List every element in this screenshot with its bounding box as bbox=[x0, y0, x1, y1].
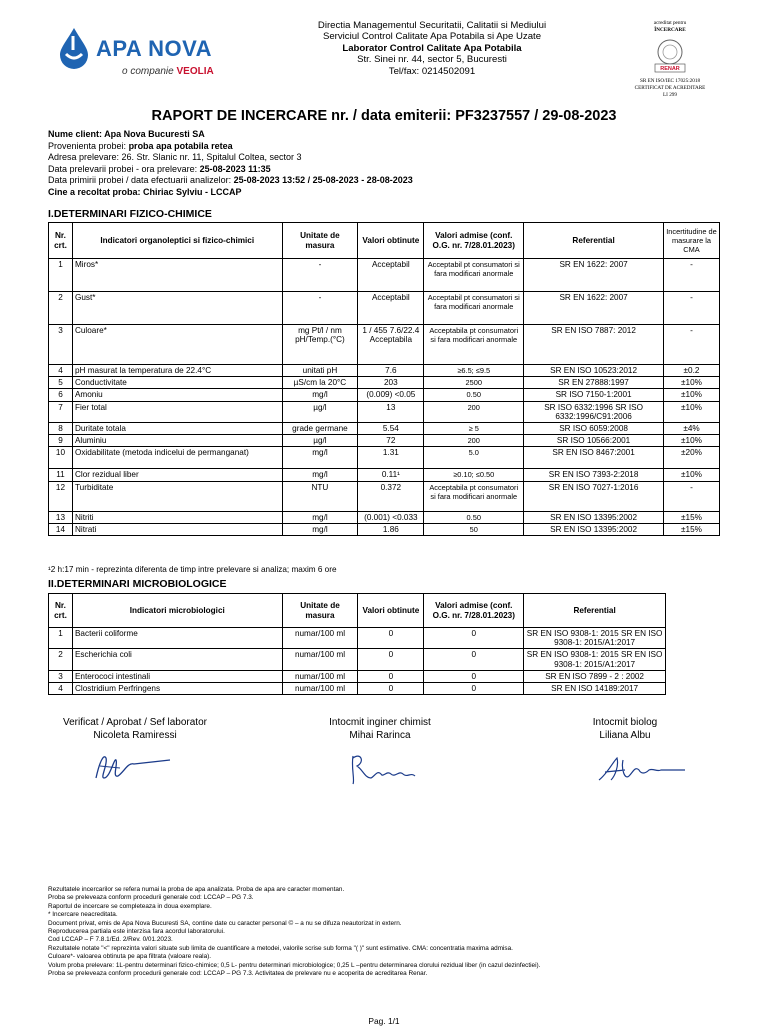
indicator-name: Nitrati bbox=[72, 523, 282, 535]
footer-notes bbox=[48, 886, 720, 978]
admitted-value: 50 bbox=[424, 523, 524, 535]
footer-line: Rezultatele incercarilor se refera numai la proba de apa analizata. Proba de apa are caracter momentan. bbox=[48, 886, 345, 893]
section-physico-chemical-title: I.DETERMINARI FIZICO-CHIMICE bbox=[48, 208, 212, 220]
reference-standard: SR EN ISO 9308-1: 2015 SR EN ISO 9308-1: 2015/A1:2017 bbox=[524, 649, 666, 670]
footer-line: Culoare*- valoarea obtinuta pe apa filtrata (valoare reala). bbox=[48, 953, 212, 961]
table-header-row bbox=[49, 594, 666, 628]
obtained-value: 0 bbox=[358, 683, 424, 695]
column-header: Valori admise (conf. O.G. nr. 7/28.01.2023) bbox=[424, 223, 524, 259]
obtained-value: 5.54 bbox=[358, 423, 424, 435]
row-number: 1 bbox=[49, 628, 73, 649]
obtained-value: 1 / 455 7.6/22.4 Acceptabila bbox=[358, 325, 424, 365]
unit: µg/l bbox=[282, 435, 358, 447]
unit: mg Pt/l / nm pH/Temp.(°C) bbox=[282, 325, 358, 365]
uncertainty: ±10% bbox=[663, 435, 719, 447]
admitted-value: Acceptabila pt consumatori si fara modificari anormale bbox=[424, 481, 524, 511]
indicator-name: Gust* bbox=[72, 292, 282, 325]
row-number: 4 bbox=[49, 365, 73, 377]
signature-name: Nicoleta Ramiressi bbox=[93, 730, 177, 741]
column-header: Valori admise (conf. O.G. nr. 7/28.01.2023) bbox=[424, 594, 524, 628]
unit: unitati pH bbox=[282, 365, 358, 377]
accreditation-line: acreditat pentru bbox=[653, 20, 687, 26]
unit: µS/cm la 20°C bbox=[282, 377, 358, 389]
admitted-value: Acceptabila pt consumatori si fara modificari anormale bbox=[424, 325, 524, 365]
obtained-value: 0 bbox=[358, 649, 424, 670]
obtained-value: 7.6 bbox=[358, 365, 424, 377]
indicator-name: Escherichia coli bbox=[72, 649, 282, 670]
reference-standard: SR EN ISO 13395:2002 bbox=[524, 523, 664, 535]
column-header: Referential bbox=[524, 223, 664, 259]
sampling-address: Adresa prelevare: 26. Str. Slanic nr. 11, Spitalul Coltea, sector 3 bbox=[48, 152, 302, 163]
renar-label: RENAR bbox=[660, 66, 680, 72]
footer-line: Volum proba prelevare: 1L-pentru determinari fizico-chimice; 0,5 L- pentru determinari microbiologice; 0,25 L –pentru determinarea clorului rezidual liber (in cazul dezinfectiei). bbox=[48, 961, 541, 969]
table-row bbox=[49, 683, 666, 695]
signature-albu-image bbox=[595, 752, 690, 788]
indicator-name: Culoare* bbox=[72, 325, 282, 365]
admitted-value: ≥6.5; ≤9.5 bbox=[424, 365, 524, 377]
column-header: Unitate de masura bbox=[282, 223, 358, 259]
row-number: 6 bbox=[49, 389, 73, 401]
indicator-name: Oxidabilitate (metoda indicelui de permanganat) bbox=[72, 447, 282, 469]
reference-standard: SR EN ISO 10523:2012 bbox=[524, 365, 664, 377]
obtained-value: (0.009) <0.05 bbox=[358, 389, 424, 401]
reference-standard: SR EN ISO 8467:2001 bbox=[524, 447, 664, 469]
table-row bbox=[49, 325, 720, 365]
indicator-name: Clostridium Perfringens bbox=[72, 683, 282, 695]
header-line: Laborator Control Calitate Apa Potabila bbox=[342, 42, 522, 54]
accreditation-line: CERTIFICAT DE ACREDITARE bbox=[634, 85, 706, 91]
table-row bbox=[49, 377, 720, 389]
footer-line: Document privat, emis de Apa Nova Bucuresti SA, contine date cu caracter personal © – a nu se difuza neautorizat in extern. bbox=[48, 919, 402, 927]
table-row bbox=[49, 435, 720, 447]
column-header: Incertitudine de masurare la CMA bbox=[663, 223, 719, 259]
row-number: 12 bbox=[49, 481, 73, 511]
obtained-value: Acceptabil bbox=[358, 259, 424, 292]
indicator-name: pH masurat la temperatura de 22.4°C bbox=[72, 365, 282, 377]
reference-standard: SR EN ISO 7027-1:2016 bbox=[524, 481, 664, 511]
admitted-value: 0 bbox=[424, 649, 524, 670]
header-line: Tel/fax: 0214502091 bbox=[388, 65, 476, 77]
receipt-date: Data primirii probei / data efectuarii analizelor: 25-08-2023 13:52 / 25-08-2023 - 28-08-2023 bbox=[48, 175, 413, 186]
obtained-value: 1.31 bbox=[358, 447, 424, 469]
obtained-value: 203 bbox=[358, 377, 424, 389]
indicator-name: Turbiditate bbox=[72, 481, 282, 511]
unit: numar/100 ml bbox=[282, 649, 358, 670]
admitted-value: Acceptabil pt consumatori si fara modificari anormale bbox=[424, 292, 524, 325]
admitted-value: ≥0.10; ≤0.50 bbox=[424, 469, 524, 481]
table-row bbox=[49, 481, 720, 511]
obtained-value: 13 bbox=[358, 401, 424, 422]
obtained-value: 0 bbox=[358, 670, 424, 682]
reference-standard: SR EN ISO 14189:2017 bbox=[524, 683, 666, 695]
table-row bbox=[49, 649, 666, 670]
admitted-value: Acceptabil pt consumatori si fara modificari anormale bbox=[424, 259, 524, 292]
reference-standard: SR ISO 6059:2008 bbox=[524, 423, 664, 435]
accreditation-line: LI 299 bbox=[663, 92, 677, 98]
accreditation-line: SR EN ISO/IEC 17025:2018 bbox=[639, 78, 701, 84]
table-row bbox=[49, 447, 720, 469]
table-row bbox=[49, 670, 666, 682]
signature-name: Mihai Rarinca bbox=[349, 730, 411, 741]
renar-logo-icon bbox=[647, 36, 693, 76]
accreditation-line: ÎNCERCARE bbox=[654, 27, 686, 33]
unit: NTU bbox=[282, 481, 358, 511]
sampled-by: Cine a recoltat proba: Chiriac Sylviu - LCCAP bbox=[48, 186, 242, 197]
logo-subtitle: o companie VEOLIA bbox=[122, 66, 214, 77]
column-header: Indicatori microbiologici bbox=[72, 594, 282, 628]
water-drop-icon bbox=[56, 26, 92, 70]
obtained-value: 1.86 bbox=[358, 523, 424, 535]
admitted-value: 0 bbox=[424, 683, 524, 695]
veolia-brand: VEOLIA bbox=[176, 66, 214, 77]
row-number: 7 bbox=[49, 401, 73, 422]
indicator-name: Enterococi intestinali bbox=[72, 670, 282, 682]
obtained-value: 0.11¹ bbox=[358, 469, 424, 481]
uncertainty: ±15% bbox=[663, 523, 719, 535]
signature-rarinca-image bbox=[345, 748, 425, 790]
obtained-value: (0.001) <0.033 bbox=[358, 511, 424, 523]
obtained-value: 0.372 bbox=[358, 481, 424, 511]
uncertainty: ±15% bbox=[663, 511, 719, 523]
unit: numar/100 ml bbox=[282, 683, 358, 695]
footer-line: Raportul de incercare se completeaza in doua exemplare. bbox=[48, 902, 212, 910]
reference-standard: SR EN ISO 7887: 2012 bbox=[524, 325, 664, 365]
signature-ramiressi-image bbox=[90, 748, 180, 788]
column-header: Valori obtinute bbox=[358, 594, 424, 628]
column-header: Nr. crt. bbox=[49, 223, 73, 259]
uncertainty: - bbox=[663, 325, 719, 365]
row-number: 9 bbox=[49, 435, 73, 447]
signature-role: Verificat / Aprobat / Sef laborator bbox=[63, 717, 207, 728]
row-number: 13 bbox=[49, 511, 73, 523]
signature-block-chemist bbox=[290, 716, 470, 742]
table-row bbox=[49, 469, 720, 481]
unit: mg/l bbox=[282, 389, 358, 401]
reference-standard: SR EN 27888:1997 bbox=[524, 377, 664, 389]
unit: - bbox=[282, 292, 358, 325]
uncertainty: ±0.2 bbox=[663, 365, 719, 377]
reference-standard: SR EN ISO 9308-1: 2015 SR EN ISO 9308-1: 2015/A1:2017 bbox=[524, 628, 666, 649]
uncertainty: - bbox=[663, 259, 719, 292]
uncertainty: ±10% bbox=[663, 401, 719, 422]
row-number: 8 bbox=[49, 423, 73, 435]
row-number: 2 bbox=[49, 292, 73, 325]
footer-line: * Incercare neacreditata. bbox=[48, 911, 118, 919]
unit: mg/l bbox=[282, 469, 358, 481]
admitted-value: 0.50 bbox=[424, 389, 524, 401]
signature-block-biologist bbox=[550, 716, 700, 742]
uncertainty: ±10% bbox=[663, 469, 719, 481]
admitted-value: 0.50 bbox=[424, 511, 524, 523]
physico-chemical-table bbox=[48, 222, 720, 536]
accreditation-mark bbox=[610, 20, 730, 99]
unit: mg/l bbox=[282, 511, 358, 523]
client-info bbox=[48, 129, 413, 199]
column-header: Valori obtinute bbox=[358, 223, 424, 259]
table-row bbox=[49, 523, 720, 535]
table-header-row bbox=[49, 223, 720, 259]
row-number: 4 bbox=[49, 683, 73, 695]
uncertainty: ±10% bbox=[663, 377, 719, 389]
admitted-value: 200 bbox=[424, 401, 524, 422]
footer-line: Reproducerea partiala este interzisa fara acordul laboratorului. bbox=[48, 928, 225, 936]
row-number: 1 bbox=[49, 259, 73, 292]
apa-nova-logo bbox=[52, 24, 232, 84]
unit: numar/100 ml bbox=[282, 628, 358, 649]
footer-line: Proba se preleveaza conform procedurii generale cod: LCCAP – PG 7.3. Activitatea de prelevare nu e acoperita de acreditarea Renar. bbox=[48, 970, 428, 978]
row-number: 3 bbox=[49, 325, 73, 365]
uncertainty: ±10% bbox=[663, 389, 719, 401]
uncertainty: - bbox=[663, 292, 719, 325]
column-header: Referential bbox=[524, 594, 666, 628]
indicator-name: Amoniu bbox=[72, 389, 282, 401]
admitted-value: 0 bbox=[424, 670, 524, 682]
obtained-value: 0 bbox=[358, 628, 424, 649]
indicator-name: Conductivitate bbox=[72, 377, 282, 389]
reference-standard: SR EN ISO 7899 - 2 : 2002 bbox=[524, 670, 666, 682]
laboratory-header bbox=[232, 20, 632, 77]
table-row bbox=[49, 628, 666, 649]
unit: µg/l bbox=[282, 401, 358, 422]
unit: grade germane bbox=[282, 423, 358, 435]
reference-standard: SR EN ISO 13395:2002 bbox=[524, 511, 664, 523]
table-row bbox=[49, 423, 720, 435]
uncertainty: ±4% bbox=[663, 423, 719, 435]
table-row bbox=[49, 401, 720, 422]
indicator-name: Aluminiu bbox=[72, 435, 282, 447]
admitted-value: 0 bbox=[424, 628, 524, 649]
row-number: 3 bbox=[49, 670, 73, 682]
header-line: Directia Managementul Securitatii, Calitatii si Mediului bbox=[317, 20, 547, 31]
table-row bbox=[49, 259, 720, 292]
section-microbiological-title: II.DETERMINARI MICROBIOLOGICE bbox=[48, 578, 227, 590]
indicator-name: Clor rezidual liber bbox=[72, 469, 282, 481]
indicator-name: Fier total bbox=[72, 401, 282, 422]
admitted-value: 5.0 bbox=[424, 447, 524, 469]
table-row bbox=[49, 292, 720, 325]
obtained-value: Acceptabil bbox=[358, 292, 424, 325]
indicator-name: Miros* bbox=[72, 259, 282, 292]
row-number: 2 bbox=[49, 649, 73, 670]
unit: mg/l bbox=[282, 447, 358, 469]
header-line: Str. Sinei nr. 44, sector 5, Bucuresti bbox=[357, 54, 507, 66]
reference-standard: SR EN ISO 7393-2:2018 bbox=[524, 469, 664, 481]
admitted-value: ≥ 5 bbox=[424, 423, 524, 435]
reference-standard: SR EN 1622: 2007 bbox=[524, 292, 664, 325]
footer-line: Rezultatele notate "<" reprezinta valori situate sub limita de cuantificare a metodei, valorile scrise sub forma "( )" sunt estimative. CMA: concentratia maxima admisa. bbox=[48, 944, 513, 952]
sample-source: Provenienta probei: proba apa potabila retea bbox=[48, 140, 233, 151]
unit: numar/100 ml bbox=[282, 670, 358, 682]
table-row bbox=[49, 365, 720, 377]
header-line: Serviciul Control Calitate Apa Potabila si Ape Uzate bbox=[322, 31, 542, 43]
signature-role: Intocmit inginer chimist bbox=[329, 717, 431, 728]
row-number: 5 bbox=[49, 377, 73, 389]
column-header: Nr. crt. bbox=[49, 594, 73, 628]
sampling-date: Data prelevarii probei - ora prelevare: 25-08-2023 11:35 bbox=[48, 163, 271, 174]
row-number: 10 bbox=[49, 447, 73, 469]
uncertainty: ±20% bbox=[663, 447, 719, 469]
signature-block-lab-head bbox=[40, 716, 230, 742]
unit: - bbox=[282, 259, 358, 292]
signature-name: Liliana Albu bbox=[599, 730, 651, 741]
footer-line: Proba se preleveaza conform procedurii generale cod: LCCAP – PG 7.3. bbox=[48, 894, 254, 902]
admitted-value: 200 bbox=[424, 435, 524, 447]
unit: mg/l bbox=[282, 523, 358, 535]
admitted-value: 2500 bbox=[424, 377, 524, 389]
indicator-name: Nitriti bbox=[72, 511, 282, 523]
client-name: Nume client: Apa Nova Bucuresti SA bbox=[48, 129, 205, 139]
logo-wordmark: APA NOVA bbox=[96, 36, 213, 61]
row-number: 14 bbox=[49, 523, 73, 535]
row-number: 11 bbox=[49, 469, 73, 481]
uncertainty: - bbox=[663, 481, 719, 511]
column-header: Indicatori organoleptici si fizico-chimici bbox=[72, 223, 282, 259]
reference-standard: SR ISO 7150-1:2001 bbox=[524, 389, 664, 401]
signature-role: Intocmit biolog bbox=[592, 717, 658, 728]
microbiological-table bbox=[48, 593, 666, 695]
indicator-name: Duritate totala bbox=[72, 423, 282, 435]
table-row bbox=[49, 511, 720, 523]
time-footnote: ¹2 h:17 min - reprezinta diferenta de timp intre prelevare si analiza; maxim 6 ore bbox=[48, 565, 337, 574]
indicator-name: Bacterii coliforme bbox=[72, 628, 282, 649]
reference-standard: SR ISO 6332:1996 SR ISO 6332:1996/C91:2006 bbox=[524, 401, 664, 422]
table-row bbox=[49, 389, 720, 401]
footer-line: Cod LCCAP – F 7.8.1/Ed. 2/Rev. 0/01.2023. bbox=[48, 936, 173, 944]
reference-standard: SR ISO 10566:2001 bbox=[524, 435, 664, 447]
column-header: Unitate de masura bbox=[282, 594, 358, 628]
page-number: Pag. 1/1 bbox=[368, 1016, 400, 1026]
reference-standard: SR EN 1622: 2007 bbox=[524, 259, 664, 292]
obtained-value: 72 bbox=[358, 435, 424, 447]
report-title: RAPORT DE INCERCARE nr. / data emiterii: PF3237557 / 29-08-2023 bbox=[151, 108, 617, 124]
